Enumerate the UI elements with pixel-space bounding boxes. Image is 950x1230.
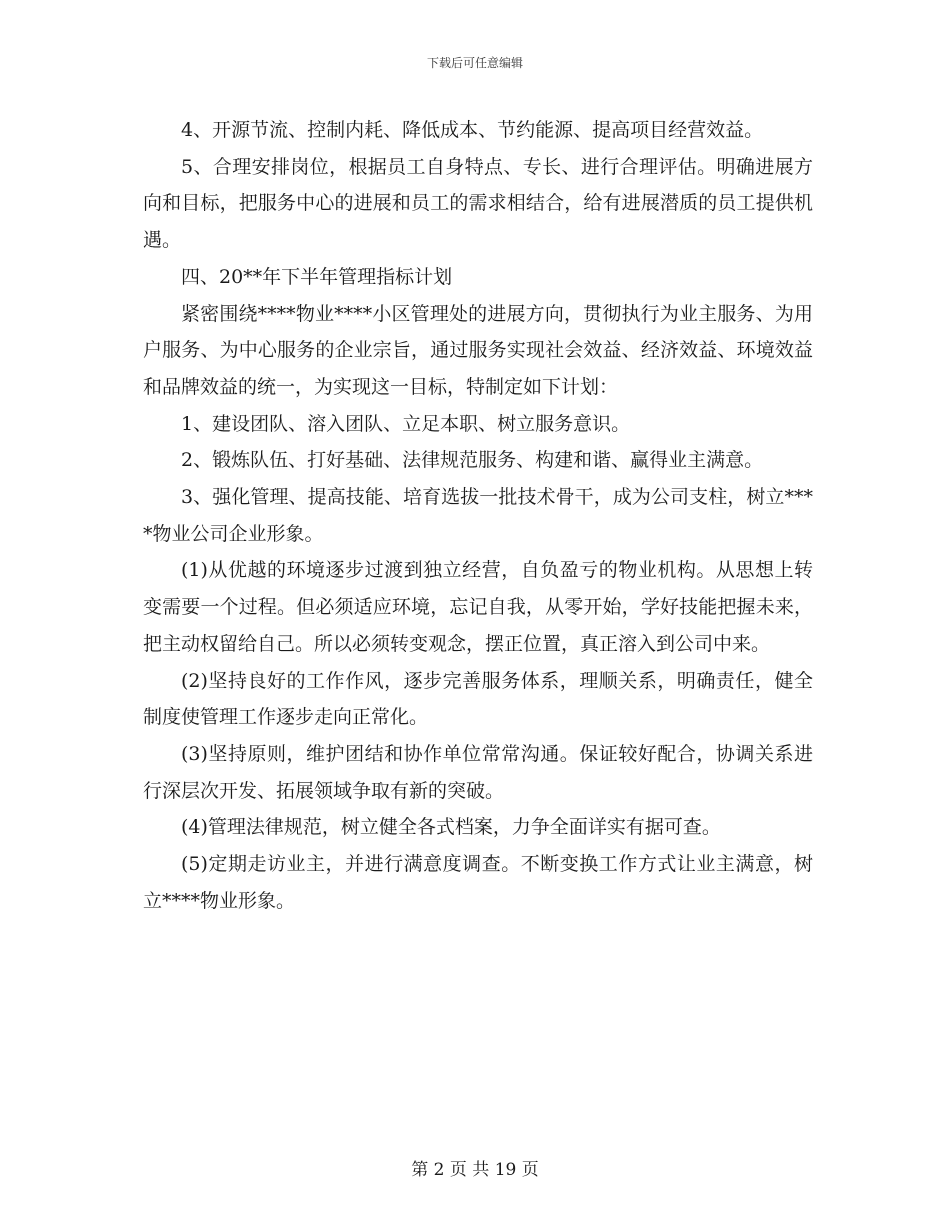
paragraph-item-5: 5、合理安排岗位，根据员工自身特点、专长、进行合理评估。明确进展方向和目标，把服务中心的进展和员工的需求相结合，给有进展潜质的员工提供机遇。 [143, 155, 813, 252]
footer-prefix: 第 [411, 1160, 429, 1180]
current-page-number: 2 [433, 1160, 445, 1180]
page-header: 下载后可任意编辑 [426, 56, 523, 70]
footer-total-label: 共 [472, 1160, 490, 1180]
paragraph-plan-3: 3、强化管理、提高技能、培育选拔一批技术骨干，成为公司支柱，树立****物业公司企业形象。 [143, 486, 813, 545]
paragraph-sub-3: (3)坚持原则，维护团结和协作单位常常沟通。保证较好配合，协调关系进行深层次开发、拓展领域争取有新的突破。 [143, 742, 813, 802]
paragraph-sub-2: (2)坚持良好的工作作风，逐步完善服务体系，理顺关系，明确责任，健全制度使管理工作逐步走向正常化。 [143, 669, 813, 729]
page-footer [0, 1155, 950, 1180]
paragraph-intro: 紧密围绕****物业****小区管理处的进展方向，贯彻执行为业主服务、为用户服务、为中心服务的企业宗旨，通过服务实现社会效益、经济效益、环境效益和品牌效益的统一，为实现这一目标，特制定如下计划： [143, 302, 813, 398]
paragraph-sub-4: (4)管理法律规范，树立健全各式档案，力争全面详实有据可查。 [181, 816, 721, 839]
paragraph-plan-1: 1、建设团队、溶入团队、立足本职、树立服务意识。 [181, 412, 631, 435]
section-heading: 四、20**年下半年管理指标计划 [181, 265, 453, 288]
paragraph-sub-1: (1)从优越的环境逐步过渡到独立经营，自负盈亏的物业机构。从思想上转变需要一个过程。但必须适应环境，忘记自我，从零开始，学好技能把握未来，把主动权留给自己。所以必须转变观念，摆正位置，真正溶入到公司中来。 [143, 559, 813, 655]
total-page-count: 19 [494, 1160, 517, 1180]
paragraph-sub-5: (5)定期走访业主，并进行满意度调查。不断变换工作方式让业主满意，树立****物业形象。 [143, 853, 813, 912]
footer-suffix: 页 [521, 1160, 539, 1180]
footer-page-label: 页 [449, 1160, 467, 1180]
document-body [143, 112, 813, 919]
paragraph-plan-2: 2、锻炼队伍、打好基础、法律规范服务、构建和谐、赢得业主满意。 [181, 449, 764, 472]
paragraph-item-4: 4、开源节流、控制内耗、降低成本、节约能源、提高项目经营效益。 [181, 119, 764, 141]
